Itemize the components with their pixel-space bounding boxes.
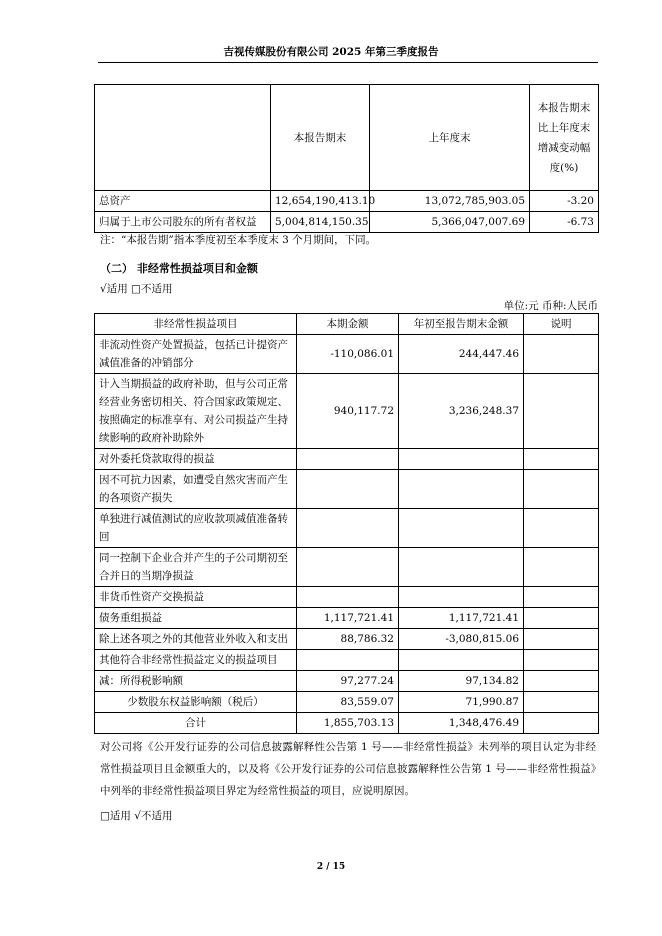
table-header-cell: 本报告期末 (271, 85, 370, 191)
table-row (95, 650, 599, 671)
table-cell: 12,654,190,413.10 (271, 191, 370, 212)
table-cell: 97,277.24 (297, 671, 399, 692)
table-cell: -3,080,815.06 (399, 629, 524, 650)
page-number: 2 / 15 (316, 862, 346, 872)
table-cell (524, 713, 599, 734)
table-row (95, 374, 599, 449)
table-note: 注：“本报告期”指本季度初至本季度末 3 个月期间，下同。 (100, 234, 377, 246)
table-cell: 71,990.87 (399, 692, 524, 713)
table-cell (399, 509, 524, 548)
table-cell (297, 650, 399, 671)
table-row (95, 191, 599, 212)
table-cell: 非货币性资产交换损益 (95, 587, 297, 608)
table-cell: -3.20 (530, 191, 599, 212)
table-cell (399, 548, 524, 587)
table-cell: 少数股东权益影响额（税后） (95, 692, 297, 713)
section-title: （二） 非经常性损益项目和金额 (100, 262, 258, 275)
table-row (95, 470, 599, 509)
table-row (95, 608, 599, 629)
table-cell: 88,786.32 (297, 629, 399, 650)
table-cell: -6.73 (530, 212, 599, 233)
table-cell (297, 470, 399, 509)
table-cell (399, 449, 524, 470)
table-row (95, 587, 599, 608)
table-cell (524, 470, 599, 509)
table-cell (297, 509, 399, 548)
table-row (95, 548, 599, 587)
table-header-row (95, 85, 599, 191)
table-header-cell: 本期金额 (297, 314, 399, 335)
table-cell (399, 470, 524, 509)
table-cell (524, 374, 599, 449)
table-cell: 单独进行减值测试的应收款项减值准备转回 (95, 509, 297, 548)
table-cell: 因不可抗力因素，如遭受自然灾害而产生的各项资产损失 (95, 470, 297, 509)
table-row (95, 692, 599, 713)
page-header: 吉视传媒股份有限公司 2025 年第三季度报告 (223, 46, 439, 58)
table-cell (524, 335, 599, 374)
table-header-cell: 上年度末 (370, 85, 530, 191)
table-header-cell (95, 85, 271, 191)
table-cell (297, 548, 399, 587)
table-cell (524, 629, 599, 650)
table-row (95, 212, 599, 233)
table-row (95, 713, 599, 734)
table-header-cell: 说明 (524, 314, 599, 335)
table-row (95, 335, 599, 374)
table-cell: 1,117,721.41 (297, 608, 399, 629)
table-cell (524, 587, 599, 608)
header-divider (98, 62, 598, 63)
table-cell: 1,855,703.13 (297, 713, 399, 734)
table-cell: 97,134.82 (399, 671, 524, 692)
table-cell (297, 449, 399, 470)
table-header-cell: 非经常性损益项目 (95, 314, 297, 335)
table-cell: 非流动性资产处置损益，包括已计提资产减值准备的冲销部分 (95, 335, 297, 374)
table-cell (524, 608, 599, 629)
table-cell (399, 650, 524, 671)
table-header-row (95, 314, 599, 335)
unit-label: 单位:元 币种:人民币 (503, 300, 598, 312)
table-cell: 5,366,047,007.69 (370, 212, 530, 233)
applicability-checkbox: □适用 √不适用 (100, 810, 173, 822)
table-row (95, 509, 599, 548)
table-cell: 83,559.07 (297, 692, 399, 713)
table-cell (524, 671, 599, 692)
table-cell (524, 548, 599, 587)
table-header-cell: 本报告期末比上年度末增减变动幅度(%) (530, 85, 599, 191)
balance-summary-table (94, 84, 599, 233)
applicability-checkbox: √适用 □不适用 (100, 283, 173, 295)
table-cell (399, 587, 524, 608)
table-cell: 940,117.72 (297, 374, 399, 449)
table-cell: 1,117,721.41 (399, 608, 524, 629)
disclosure-paragraph: 对公司将《公开发行证券的公司信息披露解释性公告第 1 号——非经常性损益》未列举的项目认定为非经常性损益项目且金额重大的，以及将《公开发行证券的公司信息披露解释性公告第 1 号——非经常性损益》中列举的非经常性损益项目界定为经常性损益的项目，应说明原因。 (100, 741, 596, 797)
table-cell: 244,447.46 (399, 335, 524, 374)
table-row (95, 671, 599, 692)
table-row (95, 629, 599, 650)
table-cell: 债务重组损益 (95, 608, 297, 629)
table-cell: 总资产 (95, 191, 271, 212)
table-cell (524, 509, 599, 548)
table-cell (297, 587, 399, 608)
table-row (95, 449, 599, 470)
table-cell: 1,348,476.49 (399, 713, 524, 734)
table-cell: 归属于上市公司股东的所有者权益 (95, 212, 271, 233)
table-cell: 其他符合非经常性损益定义的损益项目 (95, 650, 297, 671)
table-cell (524, 692, 599, 713)
table-header-cell: 年初至报告期末金额 (399, 314, 524, 335)
table-cell: 3,236,248.37 (399, 374, 524, 449)
table-cell: 除上述各项之外的其他营业外收入和支出 (95, 629, 297, 650)
table-cell: 合计 (95, 713, 297, 734)
table-cell: 同一控制下企业合并产生的子公司期初至合并日的当期净损益 (95, 548, 297, 587)
table-cell: 减：所得税影响额 (95, 671, 297, 692)
table-cell (524, 650, 599, 671)
table-cell (524, 449, 599, 470)
table-cell: 对外委托贷款取得的损益 (95, 449, 297, 470)
table-cell: 13,072,785,903.05 (370, 191, 530, 212)
non-recurring-items-table (94, 313, 599, 734)
table-cell: 5,004,814,150.35 (271, 212, 370, 233)
table-cell: -110,086.01 (297, 335, 399, 374)
table-cell: 计入当期损益的政府补助，但与公司正常经营业务密切相关、符合国家政策规定、按照确定的标准享有、对公司损益产生持续影响的政府补助除外 (95, 374, 297, 449)
